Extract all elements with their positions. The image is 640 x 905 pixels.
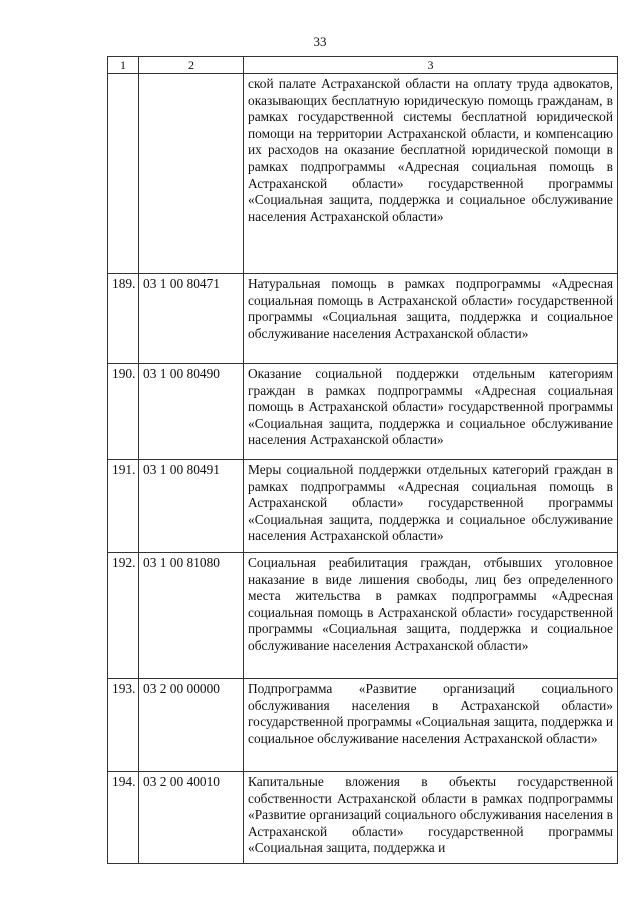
row-description: Оказание социальной поддержки отдельным категориям граждан в рамках подпрограммы «Адресная социальная помощь в Астраханской области» государственной программы «Социальная защита, поддержка и социальное обслуживание населения Астраханской области» [244,364,618,460]
row-code: 03 2 00 00000 [139,679,244,772]
row-code: 03 2 00 40010 [139,772,244,864]
row-number: 190. [108,364,139,460]
row-code: 03 1 00 80490 [139,364,244,460]
table-row [108,679,618,772]
row-code: 03 1 00 81080 [139,553,244,679]
row-description: ской палате Астраханской области на оплату труда адвокатов, оказывающих бесплатную юридическую помощь гражданам, в рамках государственной системы бесплатной юридической помощи на территории Астраханской области, и компенсацию их расходов на оказание бесплатной юридической помощи в рамках подпрограммы «Адресная социальная помощь в Астраханской области» государственной программы «Социальная защита, поддержка и социальное обслуживание населения Астраханской области» [244,74,618,274]
table-row [108,553,618,679]
row-description: Меры социальной поддержки отдельных категорий граждан в рамках подпрограммы «Адресная социальная помощь в Астраханской области» государственной программы «Социальная защита, поддержка и социальное обслуживание населения Астраханской области» [244,460,618,553]
row-number [108,74,139,274]
table-row [108,772,618,864]
row-number: 191. [108,460,139,553]
page-number: 33 [313,34,327,49]
row-number: 194. [108,772,139,864]
table-header-row [108,57,618,74]
table-row [108,364,618,460]
row-description: Капитальные вложения в объекты государственной собственности Астраханской области в рамках подпрограммы «Развитие организаций социального обслуживания населения в Астраханской области» государственной программы «Социальная защита, поддержка и [244,772,618,864]
column-header-3: 3 [244,57,618,74]
table-row [108,460,618,553]
budget-classification-table [107,56,618,864]
column-header-1: 1 [108,57,139,74]
table-row [108,74,618,274]
row-code [139,74,244,274]
row-number: 193. [108,679,139,772]
row-description: Натуральная помощь в рамках подпрограммы «Адресная социальная помощь в Астраханской области» государственной программы «Социальная защита, поддержка и социальное обслуживание населения Астраханской области» [244,274,618,364]
table-row [108,274,618,364]
row-code: 03 1 00 80471 [139,274,244,364]
row-number: 192. [108,553,139,679]
row-code: 03 1 00 80491 [139,460,244,553]
row-description: Социальная реабилитация граждан, отбывших уголовное наказание в виде лишения свободы, лиц без определенного места жительства в рамках подпрограммы «Адресная социальная помощь в Астраханской области» государственной программы «Социальная защита, поддержка и социальное обслуживание населения Астраханской области» [244,553,618,679]
row-number: 189. [108,274,139,364]
row-description: Подпрограмма «Развитие организаций социального обслуживания населения в Астраханской области» государственной программы «Социальная защита, поддержка и социальное обслуживание населения Астраханской области» [244,679,618,772]
column-header-2: 2 [139,57,244,74]
